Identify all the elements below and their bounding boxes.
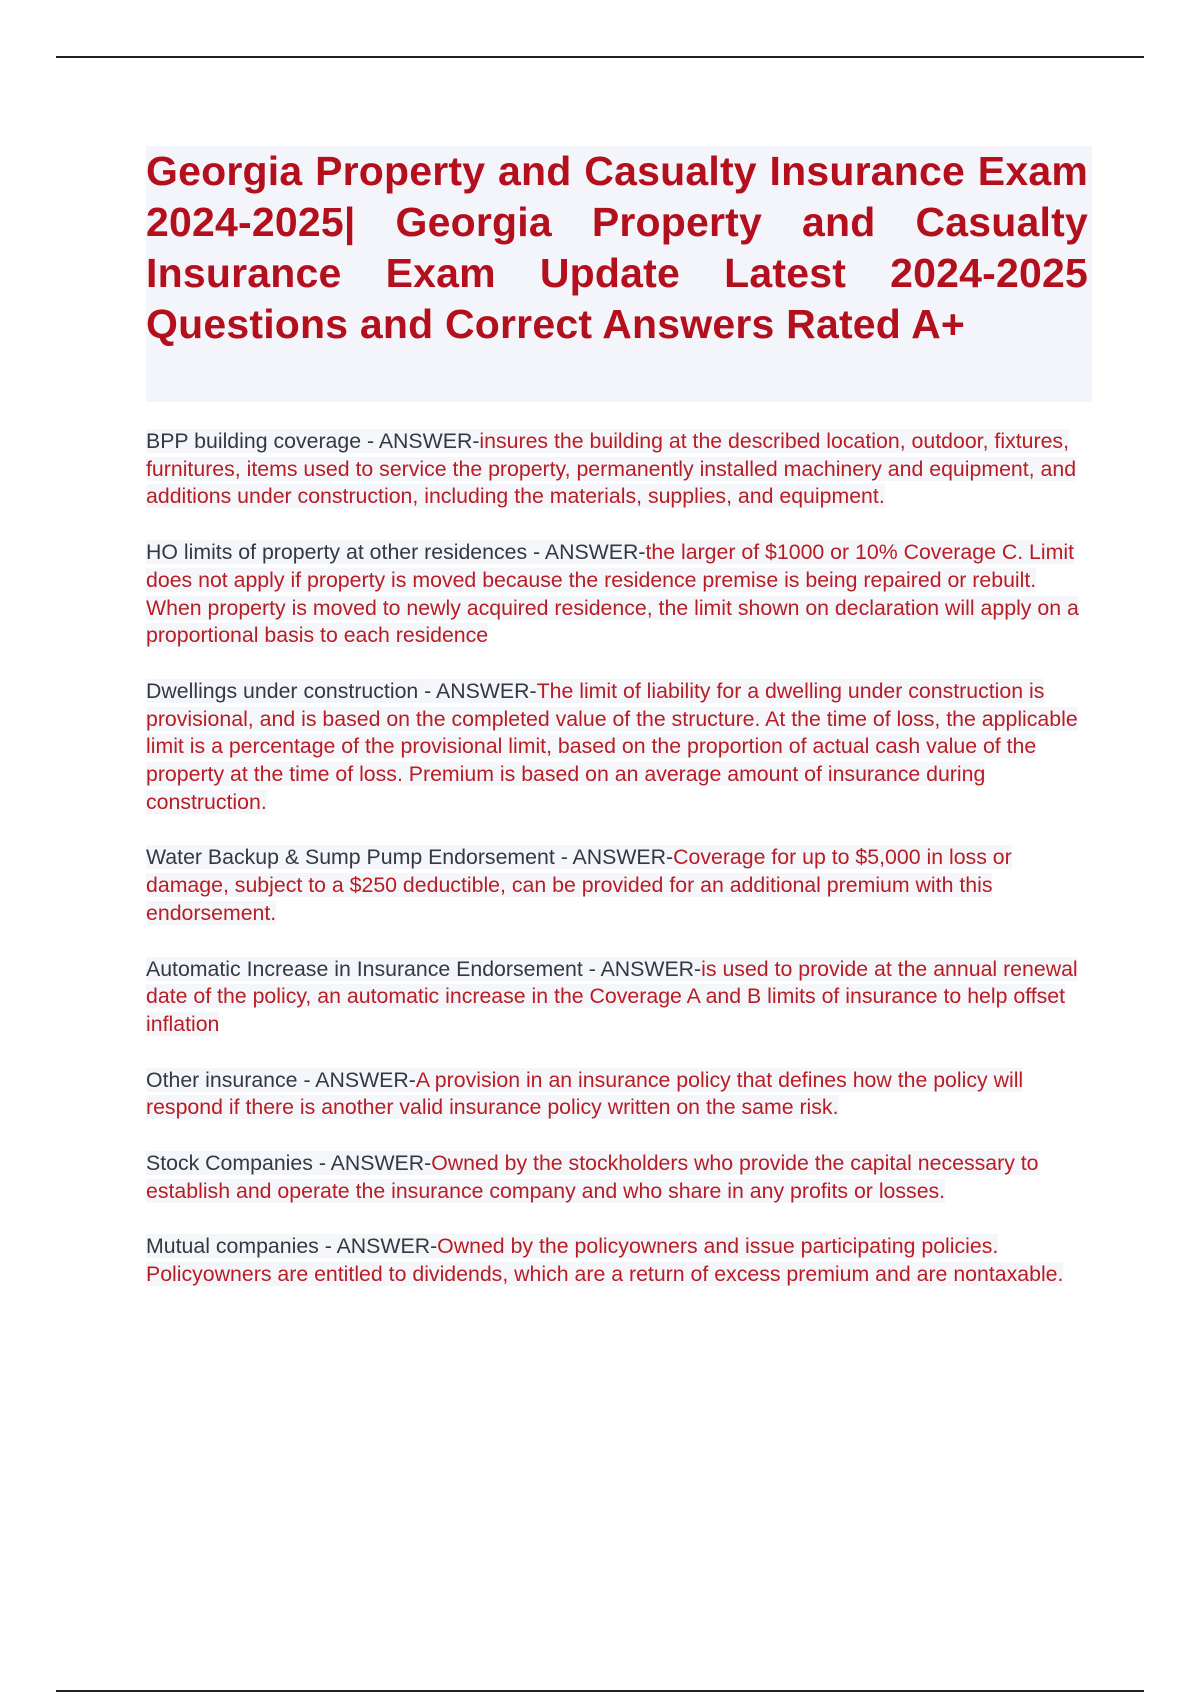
answer-separator: - ANSWER- (318, 1234, 438, 1259)
answer-separator: - ANSWER- (527, 540, 646, 565)
answer-text: insures the building at the described location, outdoor, fixtures, furnitures, items used to service the property, permanently installed machinery and equipment, and additions under construction, including the materials, supplies, and equipment. (146, 429, 1077, 509)
document-title: Georgia Property and Casualty Insurance Exam 2024-2025| Georgia Property and Casualty Insurance Exam Update Latest 2024-2025 Questions and Correct Answers Rated A+ (146, 148, 1088, 347)
answer-text: A provision in an insurance policy that defines how the policy will respond if there is another valid insurance policy written on the same risk. (146, 1067, 1024, 1120)
qa-item (146, 539, 1092, 650)
answer-text: Coverage for up to $5,000 in loss or damage, subject to a $250 deductible, can be provided for an additional premium with this endorsement. (146, 845, 1012, 925)
qa-item (146, 1150, 1092, 1205)
qa-item (146, 844, 1092, 927)
answer-text: the larger of $1000 or 10% Coverage C. Limit does not apply if property is moved because the residence premise is being repaired or rebuilt. (146, 540, 1075, 592)
answer-text: is used to provide at the annual renewal date of the policy, an automatic increase in the Coverage A and B limits of insurance to help offset inflation (146, 956, 1078, 1036)
answer-separator: - ANSWER- (554, 845, 674, 870)
qa-item (146, 1067, 1092, 1122)
answer-text: The limit of liability for a dwelling under construction is provisional, and is based on the completed value of the structure. At the time of loss, the applicable limit is a percentage of the provisional limit, based on the proportion of actual cash value of the property at the time of loss. Premium is based on an average amount of insurance during construction. (146, 678, 1078, 814)
answer-separator: - ANSWER- (361, 429, 480, 453)
answer-text-continued: When property is moved to newly acquired residence, the limit shown on declaration will apply on a proportional basis to each residence (146, 595, 1079, 648)
question-text: HO limits of property at other residences (146, 540, 528, 565)
qa-item (146, 956, 1092, 1039)
question-text: BPP building coverage (146, 429, 362, 453)
title-block (146, 146, 1092, 402)
qa-item (146, 1233, 1092, 1288)
top-rule (56, 56, 1144, 58)
answer-text: Owned by the policyowners and issue participating policies. Policyowners are entitled to dividends, which are a return of excess premium and are nontaxable. (146, 1234, 1064, 1287)
answer-separator: - ANSWER- (418, 678, 537, 703)
question-text: Dwellings under construction (146, 678, 419, 703)
answer-separator: - ANSWER- (312, 1151, 432, 1176)
question-text: Automatic Increase in Insurance Endorsement (146, 956, 583, 981)
question-text: Water Backup & Sump Pump Endorsement (146, 845, 555, 870)
question-text: Mutual companies (146, 1234, 319, 1259)
qa-list (146, 428, 1092, 1317)
question-text: Other insurance (146, 1067, 298, 1092)
answer-separator: - ANSWER- (297, 1067, 416, 1092)
qa-item (146, 428, 1092, 511)
bottom-rule (56, 1690, 1144, 1692)
question-text: Stock Companies (146, 1151, 313, 1176)
answer-text: Owned by the stockholders who provide the capital necessary to establish and operate the insurance company and who share in any profits or losses. (146, 1151, 1039, 1203)
qa-item (146, 678, 1092, 817)
answer-separator: - ANSWER- (582, 956, 702, 981)
